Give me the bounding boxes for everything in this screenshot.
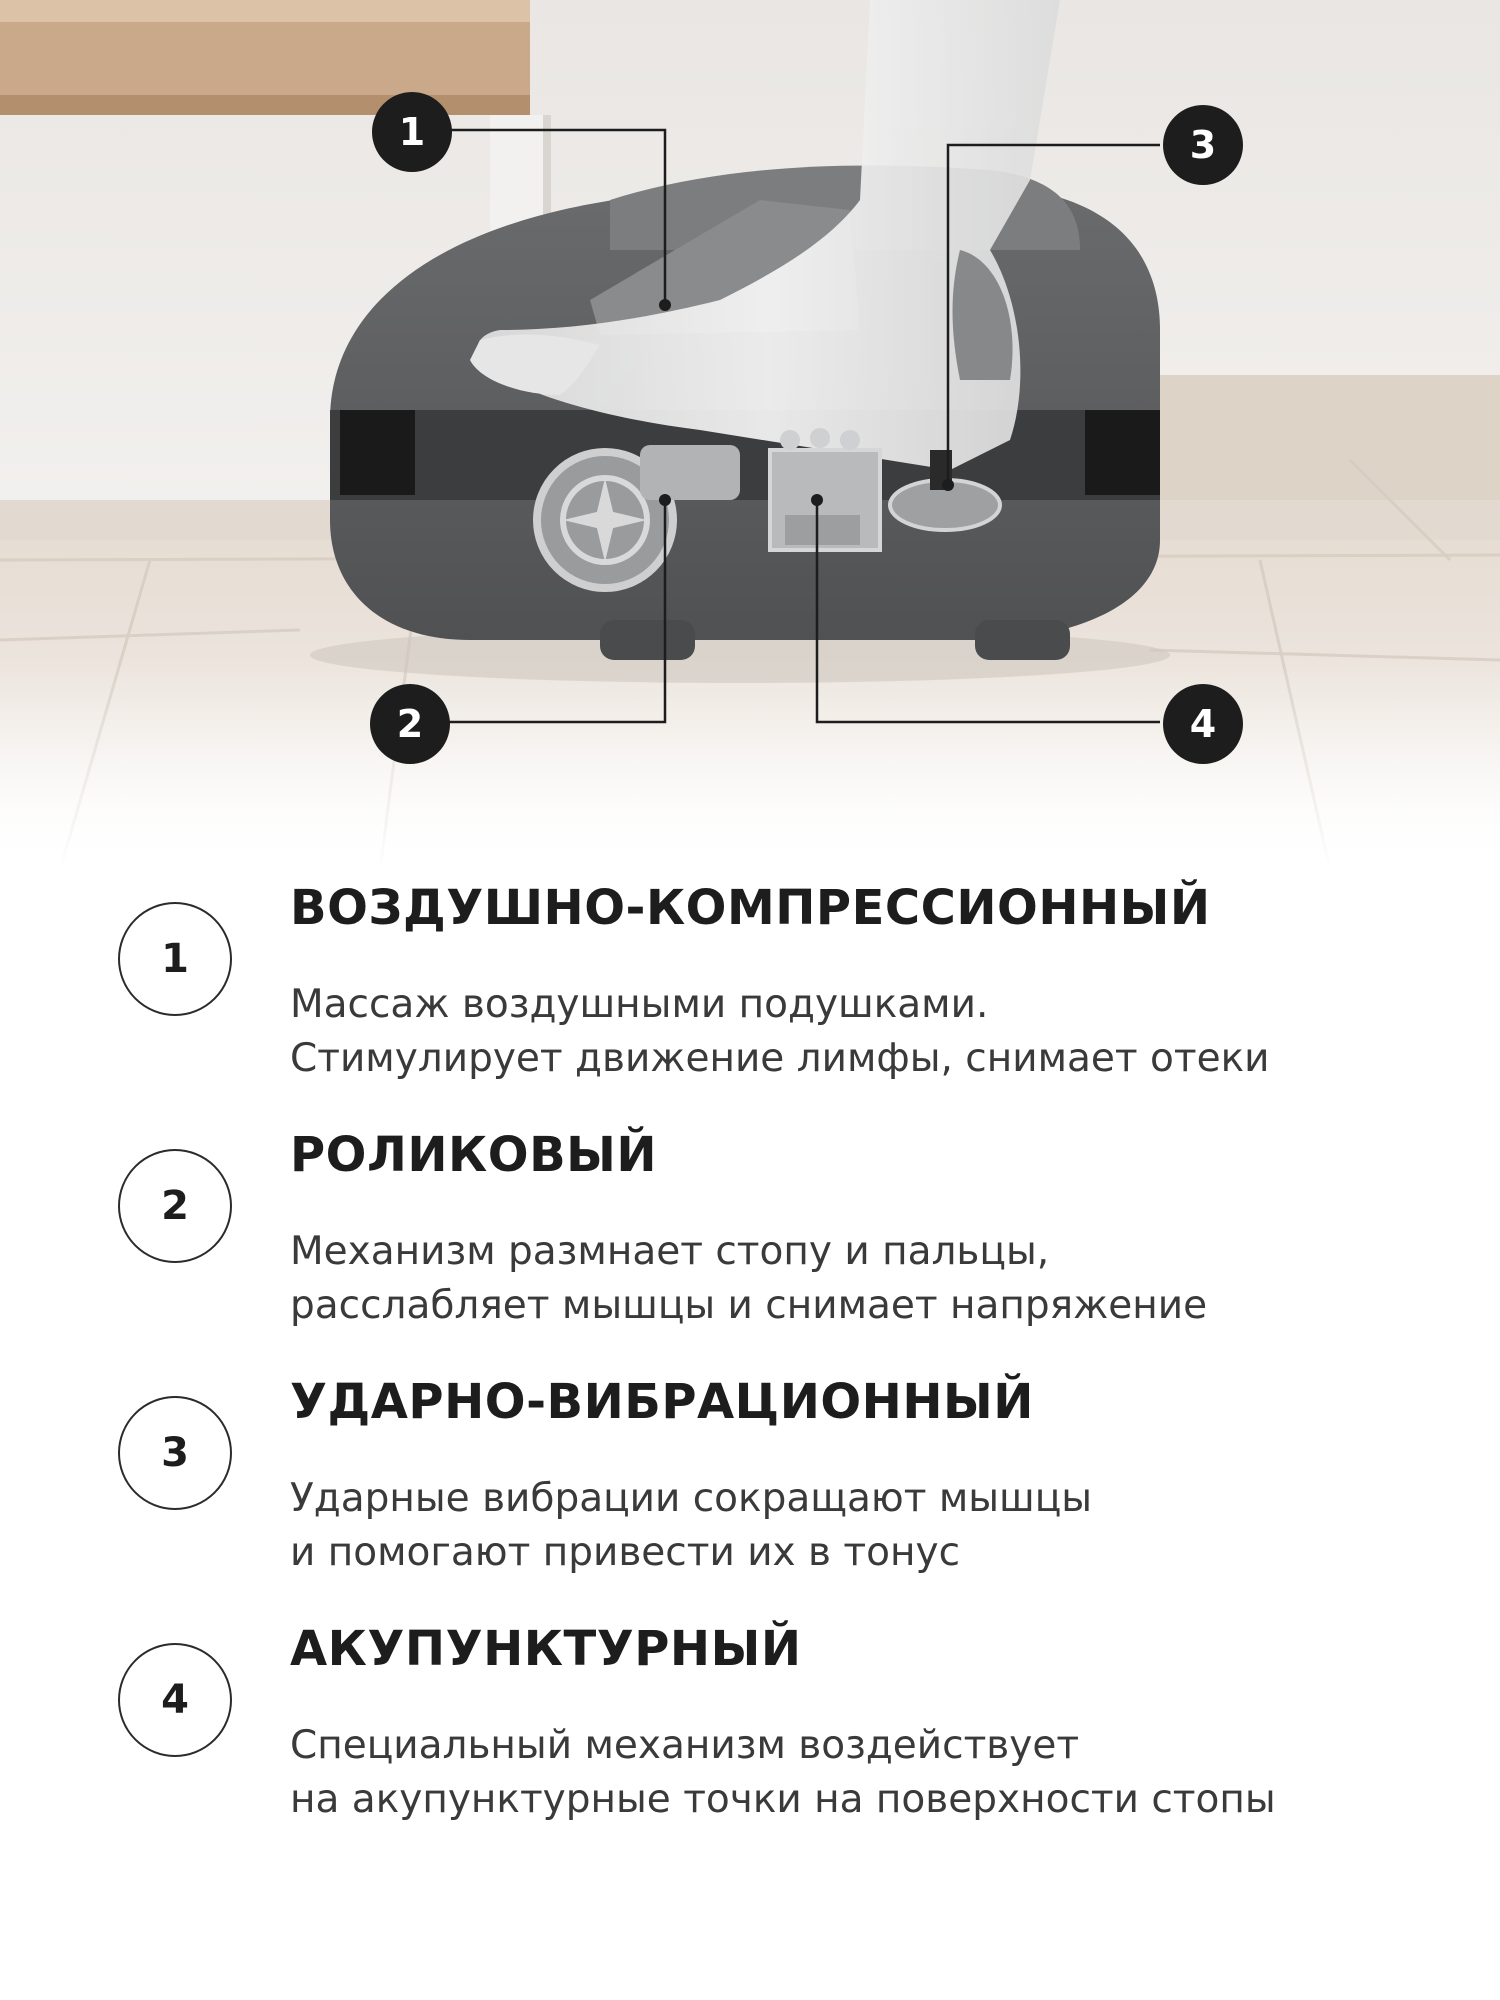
callout-2 <box>370 684 450 764</box>
feature-number-badge: 1 <box>118 902 232 1016</box>
callout-3 <box>1163 105 1243 185</box>
callout-3-number: 3 <box>1189 123 1217 167</box>
feature-description <box>290 1225 1207 1333</box>
feature-item <box>0 1127 1500 1347</box>
feature-description-line: на акупунктурные точки на поверхности стопы <box>290 1777 1276 1822</box>
feature-item <box>0 1621 1500 1841</box>
feature-description-line: и помогают привести их в тонус <box>290 1530 961 1575</box>
feature-title: УДАРНО-ВИБРАЦИОННЫЙ <box>290 1374 1034 1430</box>
feature-description <box>290 1719 1276 1827</box>
callout-2-number: 2 <box>396 702 424 746</box>
feature-description-line: Ударные вибрации сокращают мышцы <box>290 1476 1093 1521</box>
callout-4 <box>1163 684 1243 764</box>
foot-massager-illustration <box>0 0 1500 870</box>
callout-1 <box>372 92 452 172</box>
feature-description-line: Стимулирует движение лимфы, снимает отеки <box>290 1036 1270 1081</box>
product-illustration <box>0 0 1500 870</box>
callout-4-number: 4 <box>1189 702 1217 746</box>
feature-description-line: Специальный механизм воздействует <box>290 1723 1080 1768</box>
feature-number-badge: 4 <box>118 1643 232 1757</box>
feature-description-line: расслабляет мышцы и снимает напряжение <box>290 1283 1208 1328</box>
feature-title: РОЛИКОВЫЙ <box>290 1127 658 1183</box>
feature-title: АКУПУНКТУРНЫЙ <box>290 1621 802 1677</box>
feature-description-line: Массаж воздушными подушками. <box>290 982 989 1027</box>
feature-item <box>0 880 1500 1100</box>
feature-number-badge: 3 <box>118 1396 232 1510</box>
feature-number-badge: 2 <box>118 1149 232 1263</box>
callout-1-number: 1 <box>398 110 426 154</box>
feature-description <box>290 1472 1092 1580</box>
feature-title: ВОЗДУШНО-КОМПРЕССИОННЫЙ <box>290 880 1211 936</box>
feature-description <box>290 978 1270 1086</box>
feature-item <box>0 1374 1500 1594</box>
feature-description-line: Механизм размнает стопу и пальцы, <box>290 1229 1050 1274</box>
